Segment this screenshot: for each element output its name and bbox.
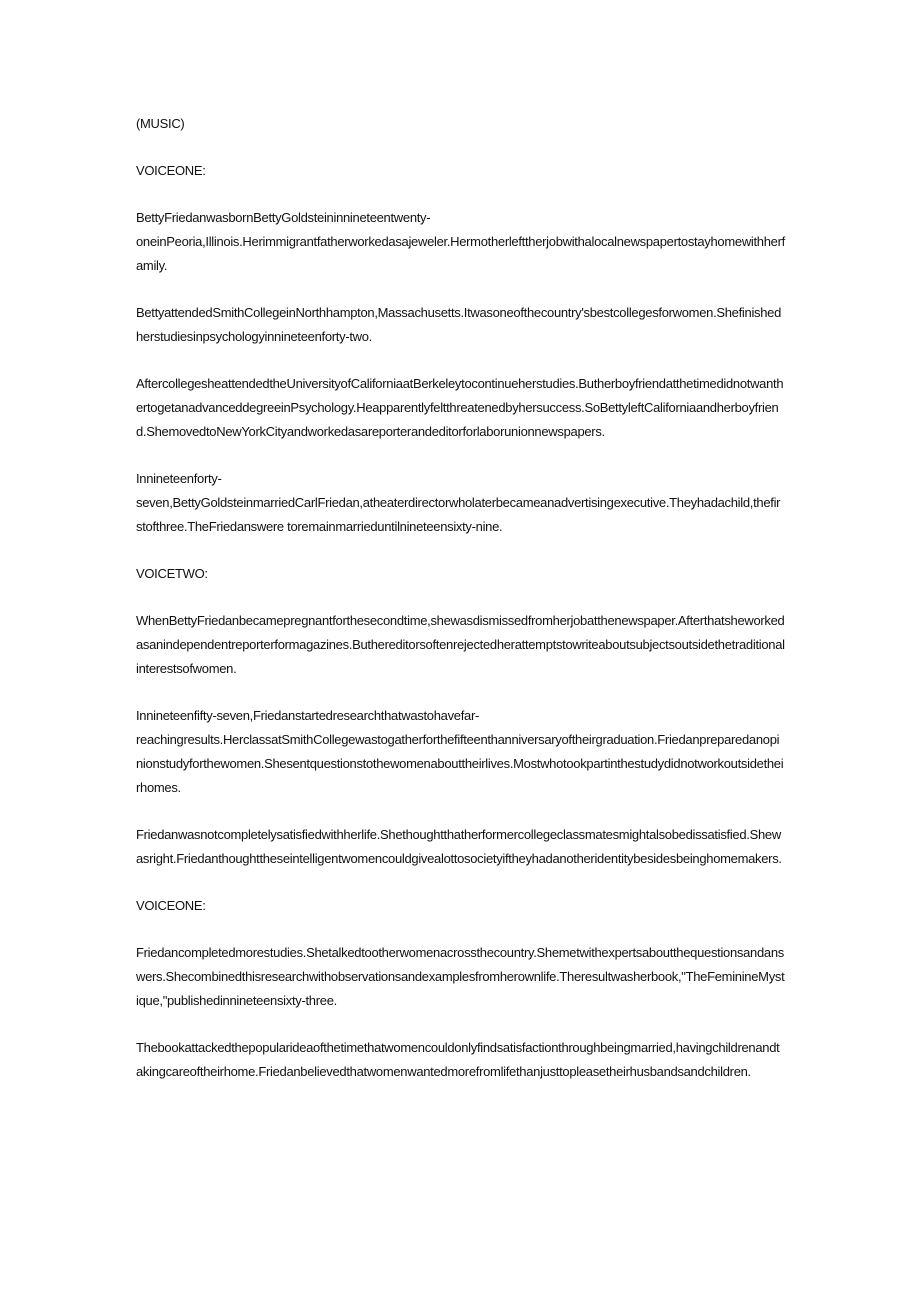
paragraph-speaker-label: VOICEONE: bbox=[136, 898, 206, 913]
paragraph-speaker-label: VOICETWO: bbox=[136, 566, 208, 581]
paragraph: Friedancompletedmorestudies.Shetalkedtootherwomenacrossthecountry.Shemetwithexpertsaboutthequestionsandanswers.Shecombinedthisresearchwithobservationsandexamplesfromherownlife.Theresultwasherbook,"TheFeminineMystique,"publishedinnineteensixty-three. bbox=[136, 945, 785, 1008]
paragraph: Innineteenforty- seven,BettyGoldsteinmarriedCarlFriedan,atheaterdirectorwholaterbecameanadvertisingexecutive.Theyhadachild,thefirstofthree.TheFriedanswere toremainmarrieduntilnineteensixty-nine. bbox=[136, 471, 781, 534]
paragraph-music-cue: (MUSIC) bbox=[136, 116, 185, 131]
paragraph: Friedanwasnotcompletelysatisfiedwithherlife.Shethoughtthatherformercollegeclassmatesmightalsobedissatisfied.Shewasright.Friedanthoughttheseintelligentwomencouldgivealottosocietyiftheyhadanotheridentitybesidesbeinghomemakers. bbox=[136, 827, 782, 866]
paragraph: BettyattendedSmithCollegeinNorthhampton,Massachusetts.Itwasoneofthecountry'sbestcollegesforwomen.Shefinishedherstudiesinpsychologyinnineteenforty-two. bbox=[136, 305, 782, 344]
paragraph: Thebookattackedthepopularideaofthetimethatwomencouldonlyfindsatisfactionthroughbeingmarried,havingchildrenandtakingcareoftheirhome.Friedanbelievedthatwomenwantedmorefromlifethanjusttopleasetheirhusbandsandchildren. bbox=[136, 1040, 780, 1079]
document-body bbox=[136, 112, 786, 1107]
paragraph: Innineteenfifty-seven,Friedanstartedresearchthatwastohavefar- reachingresults.HerclassatSmithCollegewastogatherforthefifteenthanniversaryoftheirgraduation.Friedanpreparedanopinionstudyforthewomen.Shesentquestionstothewomenabouttheirlives.Mostwhotookpartinthestudydidnotworkoutsidetheirhomes. bbox=[136, 708, 784, 795]
paragraph-speaker-label: VOICEONE: bbox=[136, 163, 206, 178]
paragraph: AftercollegesheattendedtheUniversityofCaliforniaatBerkeleytocontinueherstudies.ButherboyfriendatthetimedidnotwanthertogetanadvanceddegreeinPsychology.Heapparentlyfeltthreatenedbyhersuccess.SoBettyleftCaliforniaandherboyfriend.ShemovedtoNewYorkCityandworkedasareporterandeditorforlaborunionnewspapers. bbox=[136, 376, 784, 439]
paragraph: WhenBettyFriedanbecamepregnantforthesecondtime,shewasdismissedfromherjobatthenewspaper.Afterthatsheworkedasanindependentreporterformagazines.Buthereditorsoftenrejectedherattemptstowriteaboutsubjectsoutsidethetraditionalinterestsofwomen. bbox=[136, 613, 785, 676]
paragraph: BettyFriedanwasbornBettyGoldsteininnineteentwenty- oneinPeoria,Illinois.Herimmigrantfatherworkedasajeweler.Hermotherlefttherjobwithalocalnewspapertostayhomewithherfamily. bbox=[136, 210, 785, 273]
